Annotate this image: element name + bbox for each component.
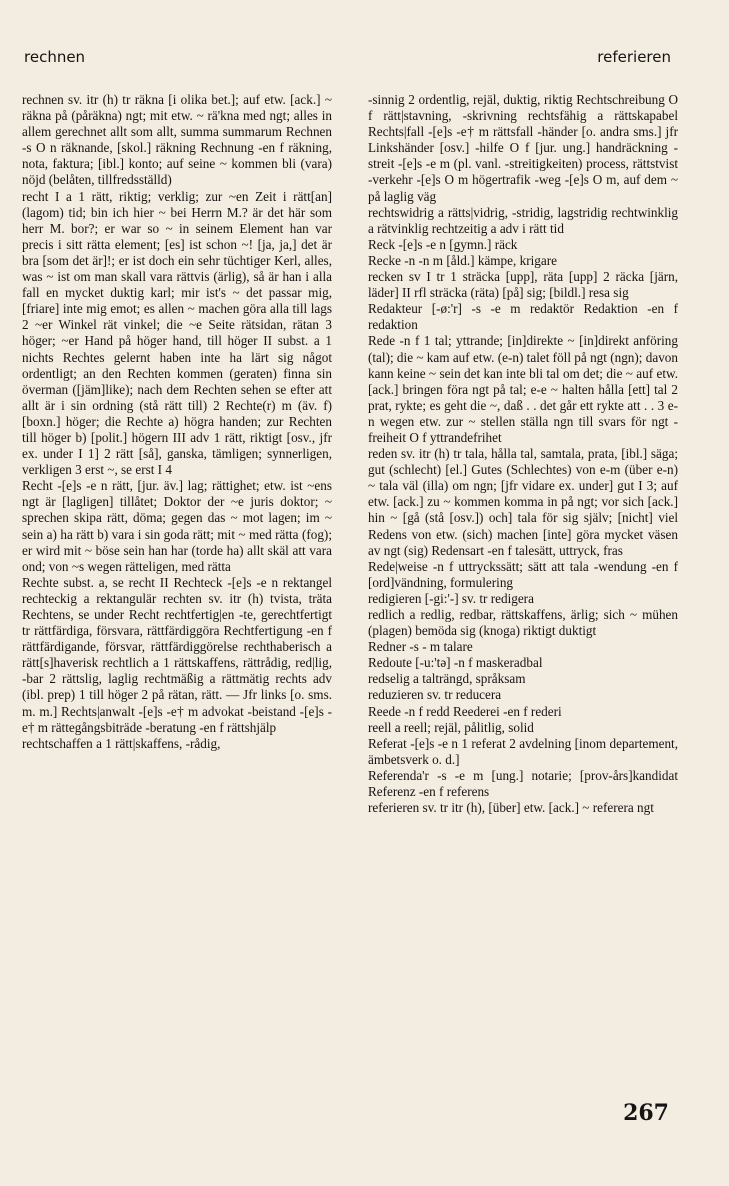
- entry-recht: recht I a 1 rätt, riktig; verklig; zur ~en Zeit i rätt[an] (lagom) tid; bin ich hier ~ bei Herrn M.? är det här som herr M. bor?; er war so ~ in seinem Element han var precis i sitt rätta element; [es] ist schon ~! [ja, ja,] det är bra [som det är]!; er ist doch ein sehr tüchtiger Kerl, alles, was ~ ist om man skall vara rättvis (ärlig), så är han i alla fall en mycket duktig karl; mir ist's ~ det passar mig, [friare] inte mig emot; es allen ~ machen göra alla till lags 2 ~er Winkel rät vinkel; die ~e Seite rätsidan, rätan 3 höger; ~er Hand på höger hand, till höger II subst. a 1 nichts Rechtes gelernt haben inte ha lärt sig något ordentligt; an den Rechten kommen (geraten) finna sin överman ([jäm]like); nach dem Rechten sehen se efter att allt är i sin ordning (stå rätt till) 2 Rechte(r) m (äv. f) [boxn.] höger; die Rechte a) högra handen; zur Rechten till höger b) [polit.] högern III adv 1 rätt, riktigt [osv., jfr ex. under I 1] 2 rätt [så], ganska, tämligen; synnerligen, verkligen 3 erst ~, se erst I 4: [22, 188, 332, 478]
- entry-redselig: redselig a talträngd, språksam: [368, 671, 526, 687]
- entry-rechtschaffen: rechtschaffen a 1 rätt|skaffens, -rådig,: [22, 735, 221, 751]
- entry-reduzieren: reduzieren sv. tr reducera: [368, 687, 502, 703]
- guide-word-right: referieren: [597, 48, 671, 66]
- entry-redlich: redlich a redlig, redbar, rättskaffens, ärlig; sich ~ mühen (plagen) bemöda sig (knoga) riktigt duktigt: [368, 607, 678, 639]
- entry-Reede: Reede -n f redd Reederei -en f rederi: [368, 703, 562, 719]
- entry-Recke: Recke -n -n m [åld.] kämpe, krigare: [368, 252, 557, 268]
- entry-rechnen: rechnen sv. itr (h) tr räkna [i olika bet.]; auf etw. [ack.] ~ räkna på (påräkna) ngt; mit etw. ~ rä'kna med ngt; alles in allem gerechnet allt som allt, summa summarum Rechnen -s O n räknande, [skol.] räkning Rechnung -en f räkning, nota, faktura; [ibl.] konto; auf seine ~ kommen bli (vara) nöjd (belåten, tillfredsställd): [22, 92, 332, 188]
- entry-Rechte: Rechte subst. a, se recht II Rechteck -[e]s -e n rektangel rechteckig a rektangulär rechten sv. itr (h) tvista, träta Rechtens, se under Recht rechtfertig|en -te, gerechtfertigt tr rättfärdiga, försvara, rättfärdiggöra Rechtfertigung -en f rättfärdigande, försvar, rättfärdiggörelse rechthaberisch a rätt[s]haverisk rechtlich a 1 rättskaffens, rättrådig, red|lig, -bar 2 rättslig, laglig rechtmäßig a rättmätig rechts adv (ibl. prep) 1 till höger 2 på rätan, rätt. — Jfr links [o. sms. m. m.] Rechts|anwalt -[e]s -e† m advokat -beistand -[e]s -e† m rättegångsbiträde -beratung -en f rättshjälp: [22, 574, 332, 735]
- entry-Reck: Reck -[e]s -e n [gymn.] räck: [368, 236, 518, 252]
- running-header: [0, 44, 729, 74]
- entry-Redeweise: Rede|weise -n f uttryckssätt; sätt att tala -wendung -en f [ord]vändning, formulering: [368, 558, 678, 590]
- entry-Referat: Referat -[e]s -e n 1 referat 2 avdelning [inom departement, ämbetsverk o. d.]: [368, 735, 678, 767]
- entry-continued-rechtschaffen: -sinnig 2 ordentlig, rejäl, duktig, riktig Rechtschreibung O f rätt|stavning, -skrivning rechtsfähig a rättskapabel Rechts|fall -[e]s -e† m rättsfall -händer [o. andra sms.] jfr Linkshänder [osv.] -hilfe O f [jur. ung.] handräckning -streit -[e]s -e m (pl. vanl. -streitigkeiten) process, rättstvist -verkehr -[e]s O m högertrafik -weg -[e]s O m, auf dem ~ på laglig väg: [368, 92, 678, 204]
- entry-redigieren: redigieren [-gi:'-] sv. tr redigera: [368, 590, 534, 606]
- entry-reden: reden sv. itr (h) tr tala, hålla tal, samtala, prata, [ibl.] säga; gut (schlecht) [el.] Gutes (Schlechtes) von e-m (über e-n) ~ tala väl (illa) om ngn; [jfr vidare ex. under] gut I 3; auf etw. [ack.] zu ~ kommen komma in på ngt; vor sich [ack.] hin ~ [gå (stå [osv.]) och] tala för sig själv; [nicht] viel Redens von etw. (sich) machen [inte] göra mycket väsen av ngt (sig) Redensart -en f talesätt, uttryck, fras: [368, 446, 678, 558]
- entry-Redner: Redner -s - m talare: [368, 639, 473, 655]
- page-number: 267: [623, 1100, 669, 1126]
- entry-referieren: referieren sv. tr itr (h), [über] etw. [ack.] ~ referera ngt: [368, 800, 654, 816]
- entry-rechtswidrig: rechtswidrig a rätts|vidrig, -stridig, lagstridig rechtwinklig a rätvinklig rechtzeitig a adv i rätt tid: [368, 204, 678, 236]
- entry-Redakteur: Redakteur [-ø:'r] -s -e m redaktör Redaktion -en f redaktion: [368, 301, 678, 333]
- entry-Recht-noun: Recht -[e]s -e n rätt, [jur. äv.] lag; rättighet; etw. ist ~ens ngt är [lagligen] tillåtet; Doktor der ~e juris doktor; ~ sprechen skipa rätt, döma; gegen das ~ mot lagen; im ~ sein a) ha rätt b) vara i sin goda rätt; mit ~ med rätta (fog); er wird mit ~ böse sein han har (torde ha) allt skäl att vara ond; von ~s wegen rätteligen, med rätta: [22, 478, 332, 574]
- left-column: [22, 92, 332, 1092]
- entry-Referendar: Referenda'r -s -e m [ung.] notarie; [prov-års]kandidat Referenz -en f referens: [368, 767, 678, 800]
- guide-word-left: rechnen: [24, 48, 86, 66]
- right-column: [368, 92, 678, 1092]
- entry-Rede: Rede -n f 1 tal; yttrande; [in]direkte ~ [in]direkt anföring (tal); die ~ kam auf etw. (e-n) talet föll på ngt (ngn); davon kann keine ~ sein det kan inte bli tal om det; die ~ auf etw. [ack.] bringen föra ngt på tal; e-e ~ halten hålla [ett] tal 2 prat, rykte; es geht die ~, daß . . det går ett rykte att . . 3 e-n wegen etw. zur ~ stellen ställa ngn till svars för ngt -freiheit O f yttrandefrihet: [368, 333, 678, 445]
- entry-recken: recken sv I tr 1 sträcka [upp], räta [upp] 2 räcka [järn, läder] II rfl sträcka (räta) [på] sig; [bildl.] resa sig: [368, 269, 678, 301]
- entry-reell: reell a reell; rejäl, pålitlig, solid: [368, 719, 534, 735]
- entry-Redoute: Redoute [-u:'tə] -n f maskeradbal: [368, 655, 543, 671]
